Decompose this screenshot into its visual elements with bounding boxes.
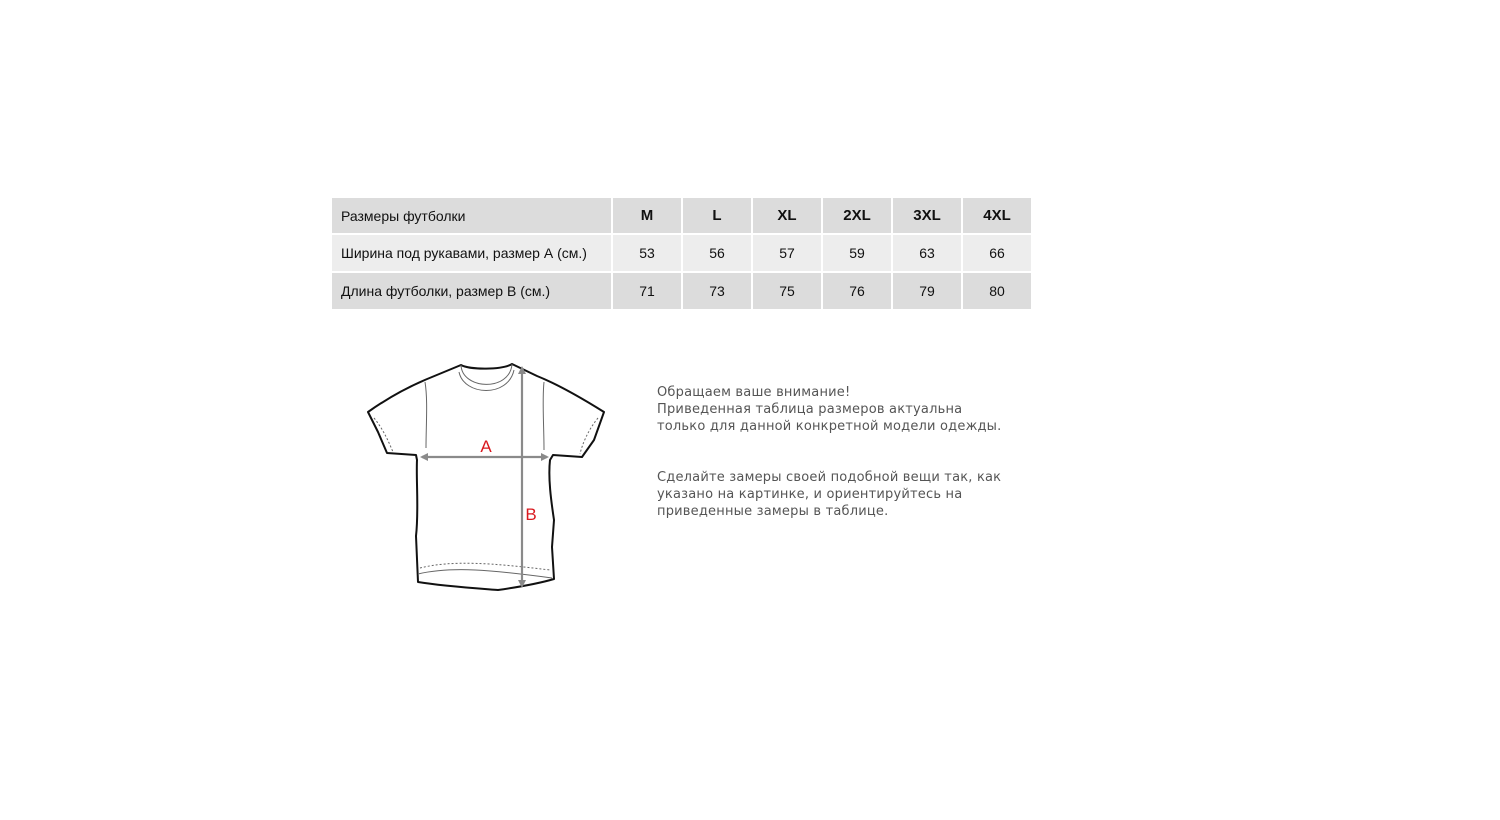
- notice-paragraph: [657, 469, 1002, 520]
- measurement-label-b: B: [525, 505, 537, 524]
- size-table: [332, 198, 1033, 311]
- measurement-label-a: A: [480, 437, 492, 456]
- notice-line: Обращаем ваше внимание!: [657, 385, 851, 400]
- notice-text: [657, 384, 1002, 520]
- notice-line: Сделайте замеры своей подобной вещи так, как: [657, 470, 1002, 485]
- size-header: 2XL: [822, 198, 892, 234]
- size-header: M: [612, 198, 682, 234]
- size-header: L: [682, 198, 752, 234]
- table-cell: 75: [752, 272, 822, 310]
- table-cell: 71: [612, 272, 682, 310]
- size-header: 3XL: [892, 198, 962, 234]
- table-cell: 57: [752, 234, 822, 272]
- notice-line: указано на картинке, и ориентируйтесь на: [657, 487, 963, 502]
- table-cell: 80: [962, 272, 1032, 310]
- table-cell: 76: [822, 272, 892, 310]
- tshirt-outline: [368, 364, 604, 590]
- table-cell: 79: [892, 272, 962, 310]
- table-header-row: [332, 198, 1032, 234]
- row-label: Ширина под рукавами, размер А (см.): [332, 234, 612, 272]
- size-header: 4XL: [962, 198, 1032, 234]
- table-cell: 63: [892, 234, 962, 272]
- notice-line: Приведенная таблица размеров актуальна: [657, 402, 963, 417]
- table-row: [332, 272, 1032, 310]
- table-cell: 59: [822, 234, 892, 272]
- table-cell: 66: [962, 234, 1032, 272]
- table-row: [332, 234, 1032, 272]
- table-cell: 53: [612, 234, 682, 272]
- table-cell: 73: [682, 272, 752, 310]
- notice-line: приведенные замеры в таблице.: [657, 504, 889, 519]
- table-cell: 56: [682, 234, 752, 272]
- size-header: XL: [752, 198, 822, 234]
- notice-line: только для данной конкретной модели одежды.: [657, 419, 1002, 434]
- notice-paragraph: [657, 384, 1002, 435]
- header-label: Размеры футболки: [332, 198, 612, 234]
- tshirt-measurement-diagram: [362, 360, 608, 594]
- row-label: Длина футболки, размер В (см.): [332, 272, 612, 310]
